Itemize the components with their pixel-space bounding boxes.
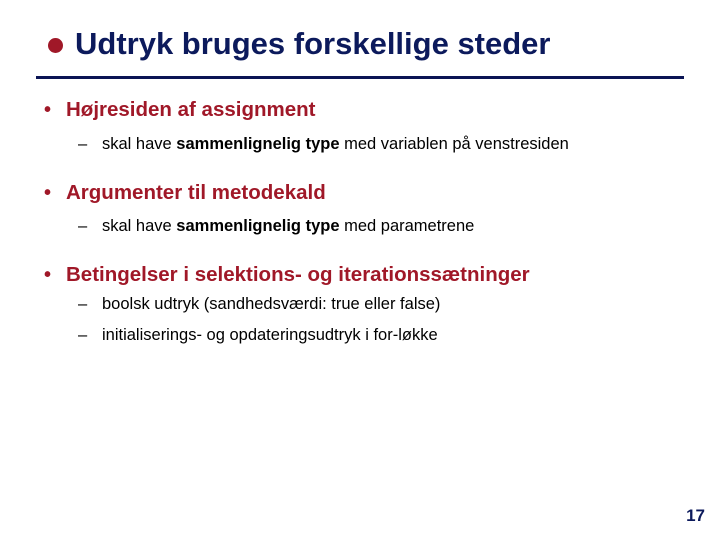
- sub-text-post: med parametrene: [339, 217, 475, 235]
- sub-bullet-text: boolsk udtryk (sandhedsværdi: true eller false): [102, 295, 441, 313]
- sub-text-post: med variablen på venstresiden: [339, 135, 569, 153]
- title-underline: [36, 76, 684, 79]
- bullet-text: Betingelser i selektions- og iterationssætninger: [66, 263, 530, 286]
- sub-bullet-text: initialiserings- og opdateringsudtryk i for-løkke: [102, 326, 438, 344]
- bullet-item: [44, 98, 315, 122]
- sub-bullet-item: [78, 295, 440, 314]
- dash-icon: –: [78, 217, 88, 235]
- sub-text-bold: sammenlignelig type: [176, 217, 340, 235]
- page-number: 17: [686, 506, 705, 525]
- sub-bullet-item: [78, 135, 569, 154]
- bullet-dot-icon: •: [44, 99, 52, 121]
- sub-bullet-text: [102, 217, 474, 236]
- slide-title: Udtryk bruges forskellige steder: [75, 26, 551, 61]
- bullet-text: Højresiden af assignment: [66, 98, 316, 121]
- sub-text-bold: sammenlignelig type: [176, 135, 340, 153]
- dash-icon: –: [78, 295, 88, 313]
- bullet-text: Argumenter til metodekald: [66, 181, 326, 204]
- sub-bullet-item: [78, 326, 438, 345]
- title-bullet-icon: [48, 38, 63, 53]
- bullet-item: [44, 181, 326, 205]
- bullet-item: [44, 263, 530, 287]
- bullet-dot-icon: •: [44, 264, 52, 286]
- sub-text-pre: skal have: [102, 217, 177, 235]
- sub-bullet-item: [78, 217, 474, 236]
- sub-bullet-text: [102, 135, 569, 154]
- title-row: [48, 26, 551, 62]
- dash-icon: –: [78, 326, 88, 344]
- sub-text-pre: skal have: [102, 135, 177, 153]
- dash-icon: –: [78, 135, 88, 153]
- bullet-dot-icon: •: [44, 182, 52, 204]
